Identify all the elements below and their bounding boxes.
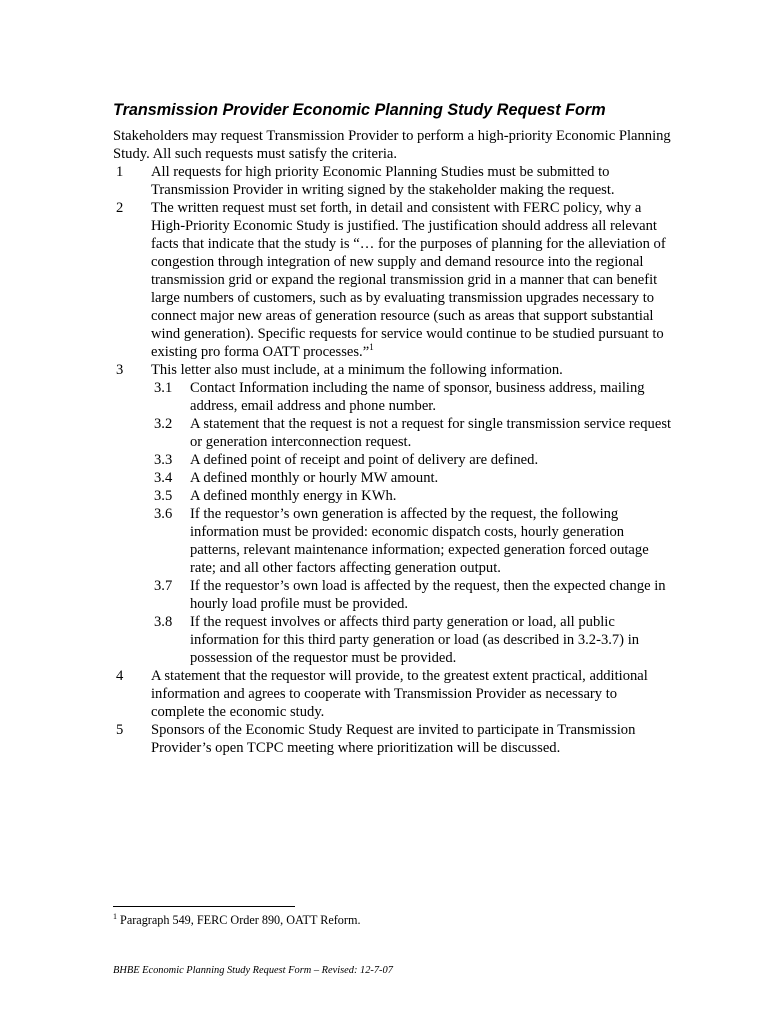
sub-item-3-6 [113, 505, 673, 577]
document-title: Transmission Provider Economic Planning Study Request Form [113, 101, 606, 119]
list-item-number: 2 [116, 200, 124, 216]
footnote-reference[interactable]: 1 [369, 342, 374, 353]
sub-item-3-4 [113, 469, 673, 487]
sub-item-text: A defined point of receipt and point of delivery are defined. [190, 452, 539, 468]
list-item-text: Sponsors of the Economic Study Request are invited to participate in Transmission Provider’s open TCPC meeting where prioritization will be discussed. [151, 722, 636, 756]
sub-item-number: 3.4 [154, 470, 173, 486]
list-item-3 [113, 361, 673, 379]
sub-item-text: If the request involves or affects third party generation or load, all public information for this third party generation or load (as described in 3.2-3.7) in possession of the requestor must be provided. [190, 614, 640, 666]
sub-item-3-1 [113, 379, 673, 415]
sub-item-number: 3.2 [154, 416, 173, 432]
list-item-text: All requests for high priority Economic Planning Studies must be submitted to Transmission Provider in writing signed by the stakeholder making the request. [151, 164, 615, 198]
sub-item-3-7 [113, 577, 673, 613]
sub-item-number: 3.6 [154, 506, 173, 522]
intro-paragraph: Stakeholders may request Transmission Provider to perform a high-priority Economic Planning Study. All such requests must satisfy the criteria. [113, 128, 671, 162]
sub-item-text: Contact Information including the name of sponsor, business address, mailing address, email address and phone number. [190, 380, 645, 414]
document-body [113, 127, 673, 757]
list-item-number: 4 [116, 668, 124, 684]
sub-item-number: 3.8 [154, 614, 173, 630]
list-item-text: The written request must set forth, in detail and consistent with FERC policy, why a High-Priority Economic Study is justified. The justification should address all relevant facts that indicate that the study is “… for the purposes of planning for the alleviation of congestion through integration of new supply and demand resource into the regional transmission grid or expand the regional transmission grid in a manner that can benefit large numbers of customers, such as by evaluating transmission upgrades necessary to connect major new areas of generation resource (such as areas that support substantial wind generation). Specific requests for service would continue to be studied pursuant to existing pro forma OATT processes.” [151, 200, 666, 360]
list-item-4 [113, 667, 673, 721]
list-item-number: 5 [116, 722, 124, 738]
sub-item-text: If the requestor’s own load is affected by the request, then the expected change in hourly load profile must be provided. [190, 578, 666, 612]
list-item-2 [113, 199, 673, 361]
sub-item-number: 3.5 [154, 488, 173, 504]
sub-item-text: A statement that the request is not a request for single transmission service request or generation interconnection request. [190, 416, 672, 450]
sub-item-text: If the requestor’s own generation is affected by the request, the following information must be provided: economic dispatch costs, hourly generation patterns, relevant maintenance information; expected generation forced outage rate; and all other factors affecting generation output. [190, 506, 649, 576]
page-footer: BHBE Economic Planning Study Request Form – Revised: 12-7-07 [113, 965, 393, 976]
sub-item-text: A defined monthly or hourly MW amount. [190, 470, 439, 486]
list-item-5 [113, 721, 673, 757]
list-item-number: 3 [116, 362, 124, 378]
list-item-1 [113, 163, 673, 199]
sub-item-number: 3.1 [154, 380, 173, 396]
footnote [113, 913, 361, 928]
list-item-text: This letter also must include, at a minimum the following information. [151, 362, 563, 378]
footnote-number: 1 [113, 911, 117, 921]
footnote-divider [113, 906, 295, 907]
sub-item-number: 3.3 [154, 452, 173, 468]
sub-item-3-3 [113, 451, 673, 469]
sub-item-number: 3.7 [154, 578, 173, 594]
list-item-number: 1 [116, 164, 124, 180]
list-item-text: A statement that the requestor will provide, to the greatest extent practical, additional information and agrees to cooperate with Transmission Provider as necessary to complete the economic study. [151, 668, 648, 720]
sub-item-3-5 [113, 487, 673, 505]
sub-item-3-8 [113, 613, 673, 667]
sub-item-3-2 [113, 415, 673, 451]
footnote-text: Paragraph 549, FERC Order 890, OATT Reform. [120, 913, 361, 927]
sub-item-text: A defined monthly energy in KWh. [190, 488, 397, 504]
